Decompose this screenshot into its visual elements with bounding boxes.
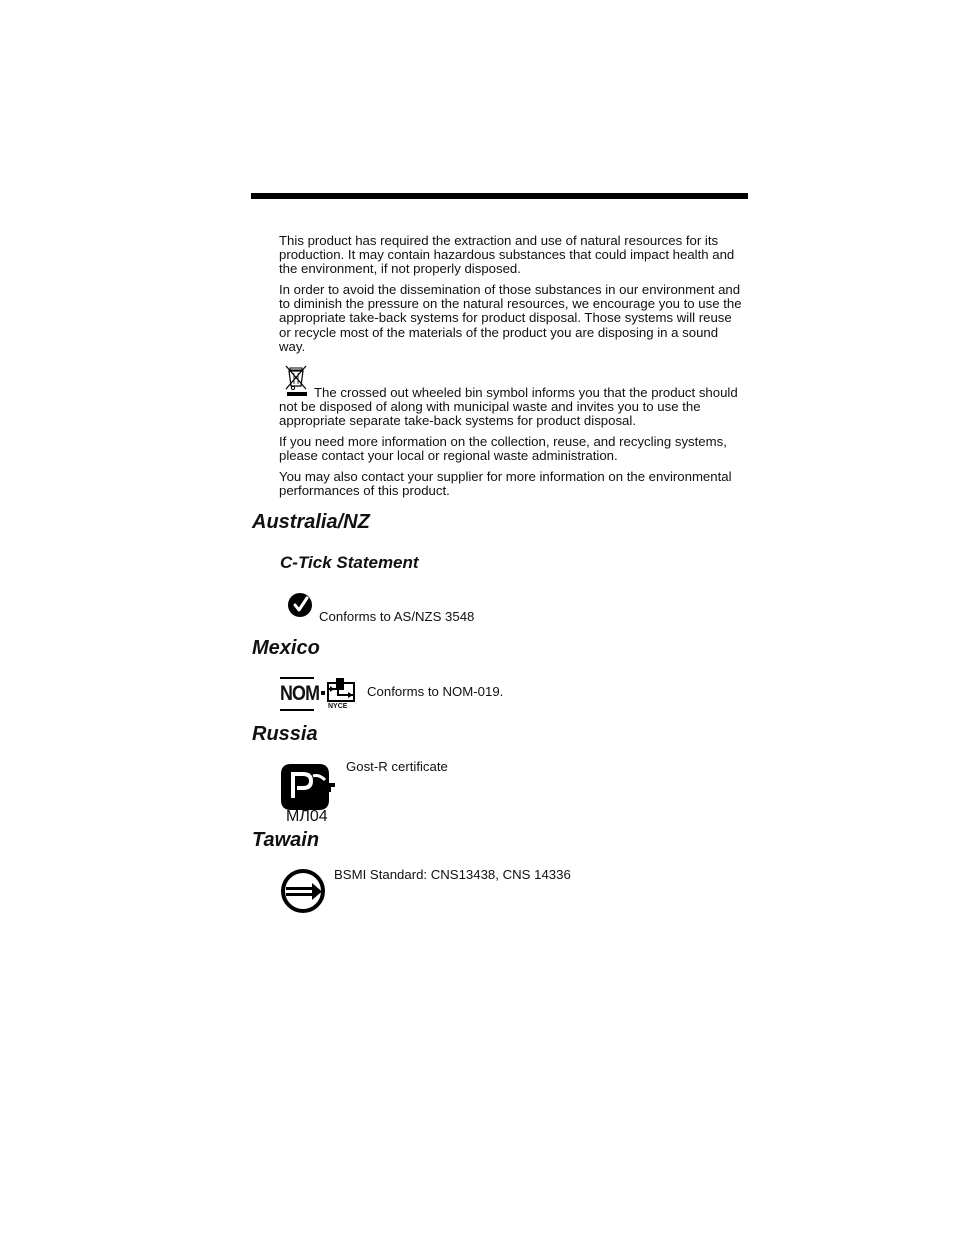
nom-text: Conforms to NOM-019. [367, 684, 504, 699]
australia-heading: Australia/NZ [252, 511, 370, 533]
weee-paragraph-4: If you need more information on the collection, reuse, and recycling systems, please contact your local or regional waste administration. [279, 434, 727, 464]
weee-paragraph-5: You may also contact your supplier for more information on the environmental performances of this product. [279, 469, 732, 499]
mexico-heading: Mexico [252, 637, 320, 659]
gost-r-icon [279, 762, 337, 812]
nyce-logo-icon [326, 677, 356, 703]
russia-heading: Russia [252, 723, 318, 745]
nyce-label: NYCE [328, 703, 348, 710]
gost-code: МЛ04 [286, 808, 328, 825]
bsmi-icon [280, 868, 326, 914]
nom-logo: NOM [280, 677, 314, 711]
nom-dot [321, 691, 325, 695]
ctick-subheading: C-Tick Statement [280, 553, 419, 572]
taiwan-heading: Tawain [252, 829, 320, 851]
bsmi-text: BSMI Standard: CNS13438, CNS 14336 [334, 867, 571, 882]
c-tick-icon [287, 592, 313, 618]
weee-paragraph-2: In order to avoid the dissemination of those substances in our environment and to diminish the pressure on the natural resources, we encourage you to use the appropriate take-back systems for product disposal. Those systems will reuse or recycle most of the materials of the product you are disposing in a sound way. [279, 282, 742, 354]
ctick-text: Conforms to AS/NZS 3548 [319, 609, 475, 624]
gost-text: Gost-R certificate [346, 759, 448, 774]
top-rule [251, 193, 748, 199]
weee-paragraph-3: The crossed out wheeled bin symbol informs you that the product should not be disposed of along with municipal waste and invites you to use the appropriate separate take-back systems for product disposal. [279, 385, 738, 429]
weee-paragraph-1: This product has required the extraction and use of natural resources for its production. It may contain hazardous substances that could impact health and the environment, if not properly disposed. [279, 233, 735, 277]
